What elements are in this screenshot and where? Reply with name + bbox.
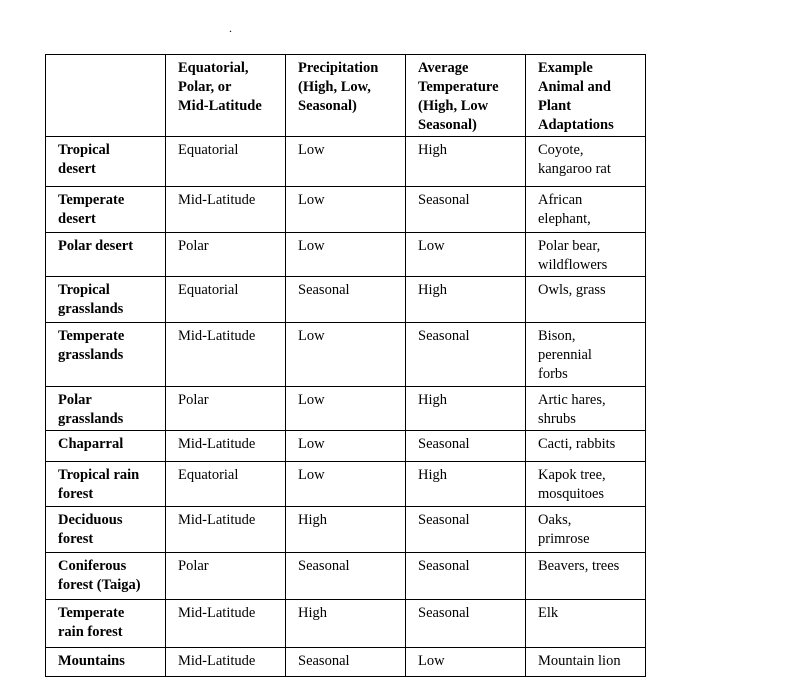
cell-precipitation (286, 323, 406, 387)
biome-name-text: Chaparral (58, 436, 124, 452)
cell-biome-name (46, 137, 166, 187)
cell-precipitation (286, 507, 406, 553)
latitude-text: Polar (178, 392, 209, 408)
temperature-text: Low (418, 653, 445, 669)
temperature-text: Seasonal (418, 328, 470, 344)
cell-precipitation (286, 648, 406, 677)
precipitation-text: Low (298, 467, 325, 483)
cell-biome-name (46, 553, 166, 600)
table-row (46, 462, 646, 507)
table-row (46, 600, 646, 648)
biome-name-text: Temperate desert (58, 192, 125, 227)
precipitation-text: High (298, 605, 327, 621)
cell-adaptations (526, 277, 646, 323)
cell-precipitation (286, 137, 406, 187)
cell-temperature (406, 431, 526, 462)
cell-biome-name (46, 507, 166, 553)
header-cell-blank (46, 55, 166, 137)
table-row (46, 233, 646, 277)
adaptations-text: Artic hares, shrubs (538, 392, 606, 427)
cell-temperature (406, 277, 526, 323)
table-row (46, 277, 646, 323)
cell-temperature (406, 187, 526, 233)
cell-precipitation (286, 462, 406, 507)
cell-adaptations (526, 187, 646, 233)
header-cell-adaptations (526, 55, 646, 137)
cell-precipitation (286, 387, 406, 431)
cell-adaptations (526, 323, 646, 387)
cell-adaptations (526, 462, 646, 507)
precipitation-text: Low (298, 328, 325, 344)
cell-latitude (166, 431, 286, 462)
precipitation-text: Low (298, 192, 325, 208)
table-row (46, 323, 646, 387)
adaptations-text: Mountain lion (538, 653, 621, 669)
cell-precipitation (286, 553, 406, 600)
temperature-text: Seasonal (418, 512, 470, 528)
cell-temperature (406, 137, 526, 187)
cell-adaptations (526, 431, 646, 462)
header-precipitation-text: Precipitation (High, Low, Seasonal) (298, 60, 379, 114)
temperature-text: Seasonal (418, 558, 470, 574)
cell-precipitation (286, 277, 406, 323)
cell-adaptations (526, 507, 646, 553)
adaptations-text: Polar bear, wildflowers (538, 238, 608, 273)
biome-name-text: Tropical desert (58, 142, 110, 177)
latitude-text: Equatorial (178, 467, 239, 483)
adaptations-text: Oaks, primrose (538, 512, 590, 547)
temperature-text: High (418, 142, 447, 158)
biome-name-text: Mountains (58, 653, 125, 669)
cell-biome-name (46, 187, 166, 233)
cell-latitude (166, 137, 286, 187)
adaptations-text: Elk (538, 605, 559, 621)
cell-biome-name (46, 648, 166, 677)
cell-adaptations (526, 600, 646, 648)
cell-latitude (166, 507, 286, 553)
table-row (46, 187, 646, 233)
cell-biome-name (46, 387, 166, 431)
precipitation-text: High (298, 512, 327, 528)
cell-latitude (166, 387, 286, 431)
cell-adaptations (526, 553, 646, 600)
cell-adaptations (526, 137, 646, 187)
biome-name-text: Coniferous forest (Taiga) (58, 558, 141, 593)
precipitation-text: Low (298, 392, 325, 408)
adaptations-text: African elephant, (538, 192, 591, 227)
adaptations-text: Bison, perennial forbs (538, 328, 592, 382)
header-cell-precipitation (286, 55, 406, 137)
biome-name-text: Deciduous forest (58, 512, 123, 547)
temperature-text: Seasonal (418, 192, 470, 208)
temperature-text: Seasonal (418, 605, 470, 621)
header-cell-latitude (166, 55, 286, 137)
adaptations-text: Kapok tree, mosquitoes (538, 467, 606, 502)
cell-temperature (406, 462, 526, 507)
biome-name-text: Temperate grasslands (58, 328, 125, 363)
cell-temperature (406, 233, 526, 277)
cell-latitude (166, 462, 286, 507)
precipitation-text: Low (298, 238, 325, 254)
cell-temperature (406, 553, 526, 600)
header-latitude-text: Equatorial, Polar, or Mid-Latitude (178, 60, 262, 114)
latitude-text: Equatorial (178, 142, 239, 158)
cell-adaptations (526, 387, 646, 431)
precipitation-text: Seasonal (298, 282, 350, 298)
cell-biome-name (46, 431, 166, 462)
table-row (46, 137, 646, 187)
cell-adaptations (526, 648, 646, 677)
precipitation-text: Seasonal (298, 653, 350, 669)
biome-name-text: Tropical grasslands (58, 282, 124, 317)
stray-dot: . (229, 21, 232, 35)
cell-latitude (166, 233, 286, 277)
cell-precipitation (286, 431, 406, 462)
adaptations-text: Owls, grass (538, 282, 606, 298)
precipitation-text: Low (298, 142, 325, 158)
cell-precipitation (286, 187, 406, 233)
latitude-text: Polar (178, 558, 209, 574)
cell-biome-name (46, 233, 166, 277)
temperature-text: Low (418, 238, 445, 254)
temperature-text: High (418, 282, 447, 298)
latitude-text: Mid-Latitude (178, 192, 256, 208)
cell-temperature (406, 387, 526, 431)
latitude-text: Mid-Latitude (178, 328, 256, 344)
table-row (46, 553, 646, 600)
cell-biome-name (46, 323, 166, 387)
cell-biome-name (46, 277, 166, 323)
cell-latitude (166, 277, 286, 323)
header-adaptations-text: Example Animal and Plant Adaptations (538, 60, 614, 133)
latitude-text: Polar (178, 238, 209, 254)
cell-latitude (166, 187, 286, 233)
table-row (46, 648, 646, 677)
biome-name-text: Tropical rain forest (58, 467, 140, 502)
header-cell-temperature (406, 55, 526, 137)
temperature-text: High (418, 392, 447, 408)
header-row (46, 55, 646, 137)
adaptations-text: Beavers, trees (538, 558, 620, 574)
biome-table-header (46, 55, 646, 137)
precipitation-text: Low (298, 436, 325, 452)
cell-temperature (406, 323, 526, 387)
temperature-text: High (418, 467, 447, 483)
cell-temperature (406, 507, 526, 553)
latitude-text: Mid-Latitude (178, 512, 256, 528)
biome-table-body (46, 137, 646, 677)
table-row (46, 431, 646, 462)
cell-adaptations (526, 233, 646, 277)
precipitation-text: Seasonal (298, 558, 350, 574)
cell-latitude (166, 648, 286, 677)
cell-latitude (166, 553, 286, 600)
table-row (46, 507, 646, 553)
adaptations-text: Coyote, kangaroo rat (538, 142, 611, 177)
header-temperature-text: Average Temperature (High, Low Seasonal) (418, 60, 499, 133)
biome-name-text: Temperate rain forest (58, 605, 125, 640)
latitude-text: Equatorial (178, 282, 239, 298)
cell-precipitation (286, 233, 406, 277)
cell-temperature (406, 648, 526, 677)
cell-biome-name (46, 600, 166, 648)
table-row (46, 387, 646, 431)
cell-temperature (406, 600, 526, 648)
latitude-text: Mid-Latitude (178, 653, 256, 669)
latitude-text: Mid-Latitude (178, 605, 256, 621)
cell-biome-name (46, 462, 166, 507)
biome-name-text: Polar desert (58, 238, 134, 254)
biome-table (45, 54, 646, 677)
latitude-text: Mid-Latitude (178, 436, 256, 452)
adaptations-text: Cacti, rabbits (538, 436, 616, 452)
cell-latitude (166, 323, 286, 387)
biome-name-text: Polar grasslands (58, 392, 124, 427)
cell-latitude (166, 600, 286, 648)
temperature-text: Seasonal (418, 436, 470, 452)
cell-precipitation (286, 600, 406, 648)
